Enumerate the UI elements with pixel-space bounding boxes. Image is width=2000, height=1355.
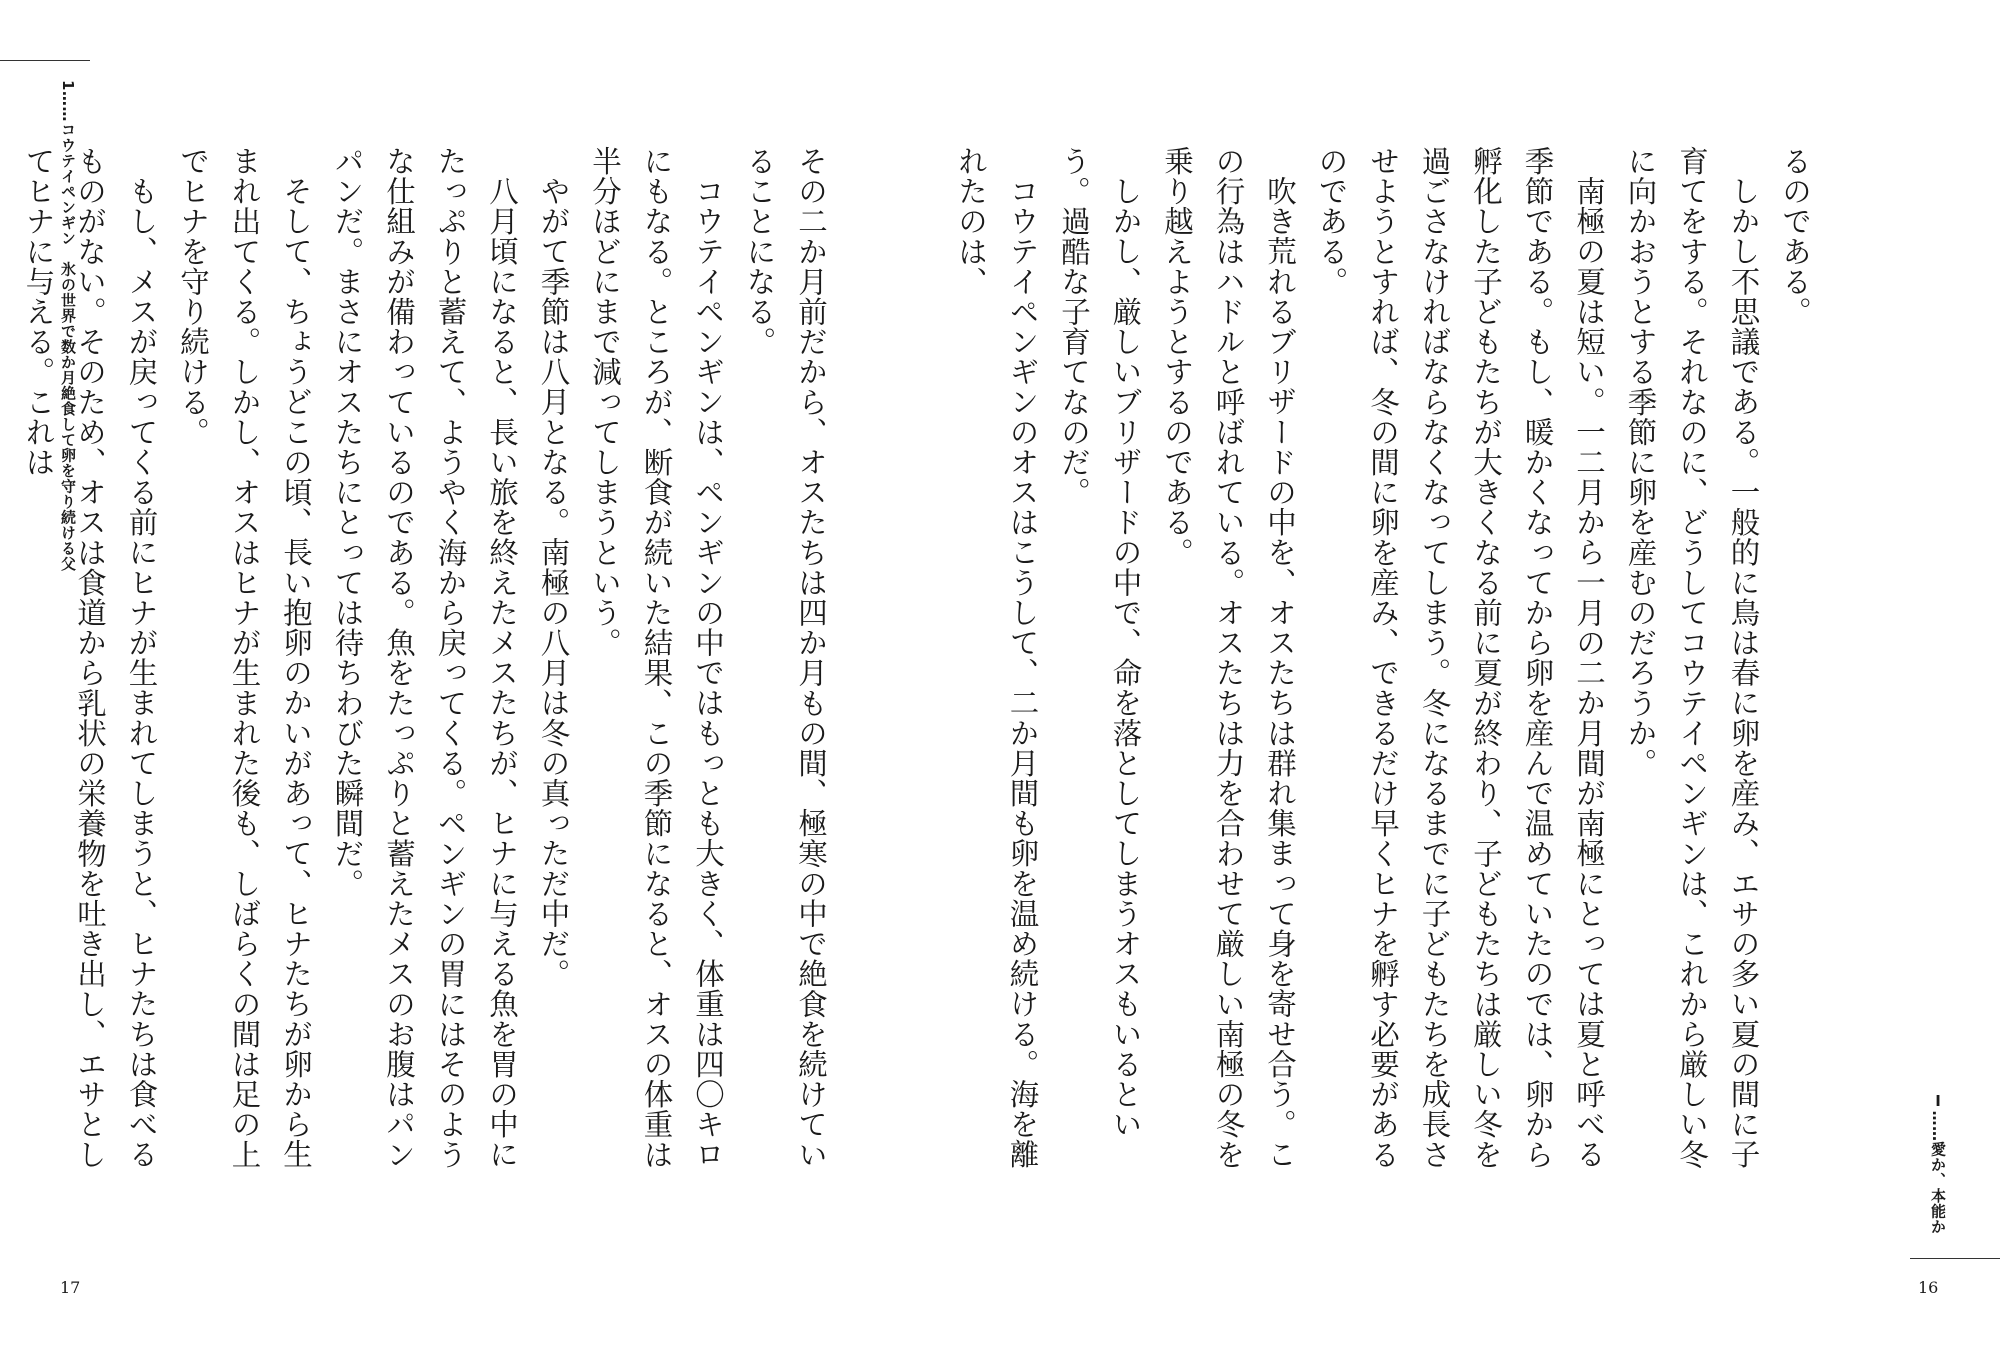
paragraph: 八月頃になると、長い旅を終えたメスたちが、ヒナに与える魚を胃の中にたっぷりと蓄えて、ようやく海から戻ってくる。ペンギンの胃にはそのような仕組みが備わっているのである。魚をたっぷりと蓄えたメスのお腹はパンパンだ。まさにオスたちにとっては待ちわびた瞬間だ。 [330, 146, 519, 1170]
paragraph: そして、ちょうどこの頃、長い抱卵のかいがあって、ヒナたちが卵から生まれ出てくる。しかし、オスはヒナが生まれた後も、しばらくの間は足の上でヒナを守り続ける。 [176, 146, 313, 1170]
paragraph: 南極の夏は短い。一二月から一月の二か月間が南極にとっては夏と呼べる季節である。もし、暖かくなってから卵を産んで温めていたのでは、卵から孵化した子どもたちが大きくなる前に夏が終わり、子どもたちは厳しい冬を過ごさなければならなくなってしまう。冬になるまでに子どもたちを成長させようとすれば、冬の間に卵を産み、できるだけ早くヒナを孵す必要があるのである。 [1314, 146, 1606, 1170]
paragraph: やがて季節は八月となる。南極の八月は冬の真っただ中だ。 [536, 175, 571, 989]
right-page-number: 16 [1918, 1278, 1939, 1297]
paragraph: しかし、厳しいブリザードの中で、命を落としてしまうオスもいるという。過酷な子育てなのだ。 [1057, 146, 1143, 1139]
right-running-head: Ⅰ……愛か、本能か [1929, 1092, 1947, 1235]
paragraph: その二か月前だから、オスたちは四か月もの間、極寒の中で絶食を続けていることになる。 [742, 146, 828, 1170]
paragraph: るのである。 [1778, 146, 1812, 327]
paragraph: 吹き荒れるブリザードの中を、オスたちは群れ集まって身を寄せ合う。この行為はハドルと呼ばれている。オスたちは力を合わせて厳しい南極の冬を乗り越えようとするのである。 [1160, 146, 1297, 1170]
paragraph: もし、メスが戻ってくる前にヒナが生まれてしまうと、ヒナたちは食べるものがない。そのため、オスは食道から乳状の栄養物を吐き出し、エサとしてヒナに与える。これは [21, 146, 159, 1170]
paragraph: しかし不思議である。一般的に鳥は春に卵を産み、エサの多い夏の間に子育てをする。それなのに、どうしてコウテイペンギンは、これから厳しい冬に向かおうとする季節に卵を産むのだろうか。 [1623, 146, 1761, 1170]
left-running-head: 1……コウテイペンギン 氷の世界で数か月絶食して卵を守り続ける父 [59, 80, 77, 572]
paragraph: コウテイペンギンのオスはこうして、二か月間も卵を温め続ける。海を離れたのは、 [954, 146, 1040, 1169]
paragraph: コウテイペンギンは、ペンギンの中ではもっとも大きく、体重は四〇キロにもなる。ところが、断食が続いた結果、この季節になると、オスの体重は半分ほどにまで減ってしまうという。 [588, 146, 725, 1170]
right-page-text-block [954, 146, 1820, 1186]
left-header-rule [0, 60, 90, 61]
left-page-number: 17 [60, 1278, 81, 1297]
right-folio-rule [1910, 1258, 2000, 1259]
